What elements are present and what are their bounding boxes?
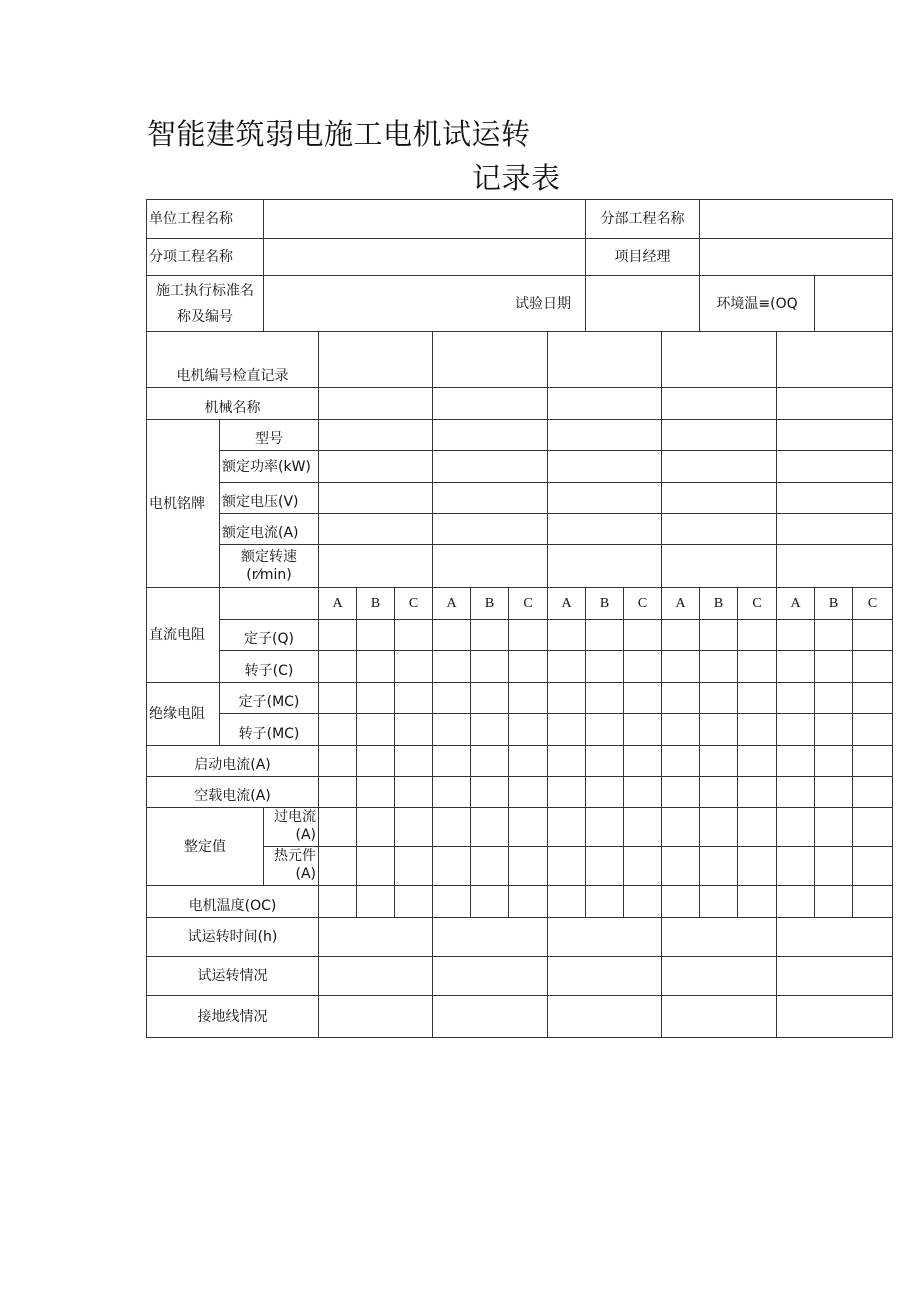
machine-name-cell-1[interactable] [319, 388, 433, 420]
phase-label: B [357, 588, 395, 620]
standard-label [147, 276, 264, 332]
motor-temp-cell[interactable] [662, 886, 700, 918]
rated-voltage-label: 额定电压(V) [220, 483, 319, 514]
thermal-element-cell[interactable] [815, 847, 853, 886]
phase-label: B [815, 588, 853, 620]
phase-label: C [395, 588, 433, 620]
ins-stator-cell[interactable] [738, 683, 777, 714]
no-load-current-cell[interactable] [395, 777, 433, 808]
rated-current-cell-5[interactable] [777, 514, 893, 545]
no-load-current-cell[interactable] [433, 777, 471, 808]
starting-current-cell[interactable] [395, 746, 433, 777]
overcurrent-cell[interactable] [586, 808, 624, 847]
dc-stator-cell[interactable] [853, 620, 893, 651]
phase-label: B [700, 588, 738, 620]
rated-power-cell-2[interactable] [433, 451, 548, 483]
ins-rotor-cell[interactable] [357, 714, 395, 746]
motor-trial-record-table [146, 199, 893, 1038]
dc-rotor-cell[interactable] [624, 651, 662, 683]
phase-label: A [433, 588, 471, 620]
ins-rotor-cell[interactable] [777, 714, 815, 746]
ins-rotor-cell[interactable] [471, 714, 509, 746]
ins-rotor-cell[interactable] [548, 714, 586, 746]
ins-rotor-cell[interactable] [319, 714, 357, 746]
grounding-status-cell-3[interactable] [548, 996, 662, 1038]
thermal-element-cell[interactable] [624, 847, 662, 886]
rated-speed-cell-1[interactable] [319, 545, 433, 588]
ins-rotor-cell[interactable] [509, 714, 548, 746]
dc-rotor-cell[interactable] [586, 651, 624, 683]
project-manager-label: 项目经理 [586, 239, 700, 276]
starting-current-cell[interactable] [815, 746, 853, 777]
no-load-current-cell[interactable] [357, 777, 395, 808]
thermal-element-cell[interactable] [700, 847, 738, 886]
trial-time-cell-2[interactable] [433, 918, 548, 957]
dc-stator-cell[interactable] [586, 620, 624, 651]
starting-current-cell[interactable] [662, 746, 700, 777]
dc-stator-cell[interactable] [815, 620, 853, 651]
sub-project-label: 分部工程名称 [586, 200, 700, 239]
motor-temp-cell[interactable] [777, 886, 815, 918]
rated-power-label: 额定功率(kW) [220, 451, 319, 483]
no-load-current-label: 空载电流(A) [147, 777, 319, 808]
motor-temp-cell[interactable] [586, 886, 624, 918]
motor-temp-label: 电机温度(OC) [147, 886, 319, 918]
form-title-line2: 记录表 [472, 161, 561, 195]
overcurrent-cell[interactable] [853, 808, 893, 847]
overcurrent-label: 过电流(A) [264, 808, 319, 847]
ins-rotor-cell[interactable] [700, 714, 738, 746]
ins-stator-cell[interactable] [662, 683, 700, 714]
rated-speed-label-line1: 额定转速 [241, 549, 297, 565]
thermal-element-cell[interactable] [509, 847, 548, 886]
ins-stator-cell[interactable] [509, 683, 548, 714]
motor-number-cell-4[interactable] [662, 332, 777, 388]
rated-current-cell-3[interactable] [548, 514, 662, 545]
rated-current-label: 额定电流(A) [220, 514, 319, 545]
unit-project-label: 单位工程名称 [147, 200, 264, 239]
ins-stator-cell[interactable] [586, 683, 624, 714]
grounding-status-cell-4[interactable] [662, 996, 777, 1038]
dc-stator-cell[interactable] [662, 620, 700, 651]
thermal-element-cell[interactable] [586, 847, 624, 886]
rated-current-cell-1[interactable] [319, 514, 433, 545]
motor-temp-cell[interactable] [548, 886, 586, 918]
motor-temp-cell[interactable] [853, 886, 893, 918]
no-load-current-cell[interactable] [815, 777, 853, 808]
trial-status-cell-5[interactable] [777, 957, 893, 996]
phase-header-blank [220, 588, 319, 620]
dc-rotor-cell[interactable] [433, 651, 471, 683]
starting-current-cell[interactable] [700, 746, 738, 777]
trial-time-cell-5[interactable] [777, 918, 893, 957]
motor-temp-cell[interactable] [395, 886, 433, 918]
ins-stator-cell[interactable] [433, 683, 471, 714]
standard-label-line1: 施工执行标准名 [156, 282, 254, 299]
no-load-current-cell[interactable] [471, 777, 509, 808]
dc-rotor-cell[interactable] [395, 651, 433, 683]
no-load-current-cell[interactable] [586, 777, 624, 808]
starting-current-cell[interactable] [509, 746, 548, 777]
rated-voltage-cell-1[interactable] [319, 483, 433, 514]
no-load-current-cell[interactable] [700, 777, 738, 808]
form-title-line1: 智能建筑弱电施工电机试运转 [147, 117, 531, 151]
rated-speed-label [220, 545, 319, 588]
motor-temp-cell[interactable] [509, 886, 548, 918]
overcurrent-cell[interactable] [815, 808, 853, 847]
machine-name-cell-2[interactable] [433, 388, 548, 420]
motor-temp-cell[interactable] [738, 886, 777, 918]
grounding-status-cell-5[interactable] [777, 996, 893, 1038]
phase-label: B [586, 588, 624, 620]
dc-stator-cell[interactable] [548, 620, 586, 651]
overcurrent-cell[interactable] [548, 808, 586, 847]
ins-stator-cell[interactable] [777, 683, 815, 714]
dc-stator-cell[interactable] [700, 620, 738, 651]
ambient-temp-field[interactable] [815, 276, 893, 332]
motor-number-cell-5[interactable] [777, 332, 893, 388]
rated-voltage-cell-3[interactable] [548, 483, 662, 514]
no-load-current-cell[interactable] [662, 777, 700, 808]
ins-rotor-label: 转子(MC) [220, 714, 319, 746]
starting-current-cell[interactable] [853, 746, 893, 777]
dc-rotor-cell[interactable] [853, 651, 893, 683]
dc-rotor-label: 转子(C) [220, 651, 319, 683]
rated-power-cell-5[interactable] [777, 451, 893, 483]
ambient-temp-label: 环境温≡(OQ [700, 276, 815, 332]
model-label: 型号 [220, 420, 319, 451]
test-date-field[interactable] [586, 276, 700, 332]
dc-stator-cell[interactable] [624, 620, 662, 651]
standard-label-line2: 称及编号 [177, 308, 233, 325]
dc-rotor-cell[interactable] [548, 651, 586, 683]
no-load-current-cell[interactable] [853, 777, 893, 808]
ins-stator-cell[interactable] [471, 683, 509, 714]
dc-stator-cell[interactable] [509, 620, 548, 651]
dc-stator-cell[interactable] [777, 620, 815, 651]
overcurrent-cell[interactable] [777, 808, 815, 847]
ins-rotor-cell[interactable] [738, 714, 777, 746]
machine-name-cell-4[interactable] [662, 388, 777, 420]
motor-number-cell-1[interactable] [319, 332, 433, 388]
rated-speed-label-line2: (r⁄min) [246, 567, 292, 583]
dc-rotor-cell[interactable] [662, 651, 700, 683]
overcurrent-cell[interactable] [700, 808, 738, 847]
project-manager-field[interactable] [700, 239, 893, 276]
machine-name-label: 机械名称 [147, 388, 319, 420]
dc-rotor-cell[interactable] [509, 651, 548, 683]
rated-voltage-cell-2[interactable] [433, 483, 548, 514]
phase-label: A [777, 588, 815, 620]
ins-stator-cell[interactable] [700, 683, 738, 714]
trial-status-cell-3[interactable] [548, 957, 662, 996]
motor-temp-cell[interactable] [624, 886, 662, 918]
rated-speed-cell-5[interactable] [777, 545, 893, 588]
dc-stator-cell[interactable] [433, 620, 471, 651]
thermal-element-cell[interactable] [853, 847, 893, 886]
motor-temp-cell[interactable] [700, 886, 738, 918]
motor-temp-cell[interactable] [815, 886, 853, 918]
ins-stator-cell[interactable] [624, 683, 662, 714]
dc-stator-cell[interactable] [357, 620, 395, 651]
motor-temp-cell[interactable] [319, 886, 357, 918]
trial-time-cell-1[interactable] [319, 918, 433, 957]
starting-current-cell[interactable] [777, 746, 815, 777]
rated-voltage-cell-5[interactable] [777, 483, 893, 514]
test-date-label: 试验日期 [264, 276, 586, 332]
thermal-element-cell[interactable] [471, 847, 509, 886]
rated-power-cell-4[interactable] [662, 451, 777, 483]
rated-voltage-cell-4[interactable] [662, 483, 777, 514]
no-load-current-cell[interactable] [738, 777, 777, 808]
rated-power-cell-1[interactable] [319, 451, 433, 483]
overcurrent-cell[interactable] [662, 808, 700, 847]
dc-stator-cell[interactable] [395, 620, 433, 651]
phase-label: A [548, 588, 586, 620]
insulation-group-label: 绝缘电阻 [147, 683, 220, 746]
overcurrent-cell[interactable] [471, 808, 509, 847]
thermal-element-cell[interactable] [433, 847, 471, 886]
dc-rotor-cell[interactable] [471, 651, 509, 683]
no-load-current-cell[interactable] [548, 777, 586, 808]
item-project-field[interactable] [264, 239, 586, 276]
no-load-current-cell[interactable] [509, 777, 548, 808]
no-load-current-cell[interactable] [624, 777, 662, 808]
trial-status-cell-2[interactable] [433, 957, 548, 996]
starting-current-cell[interactable] [738, 746, 777, 777]
dc-rotor-cell[interactable] [738, 651, 777, 683]
phase-label: A [662, 588, 700, 620]
starting-current-cell[interactable] [471, 746, 509, 777]
setting-group-label: 整定值 [147, 808, 264, 886]
unit-project-field[interactable] [264, 200, 586, 239]
overcurrent-cell[interactable] [433, 808, 471, 847]
motor-temp-cell[interactable] [357, 886, 395, 918]
model-cell-5[interactable] [777, 420, 893, 451]
ins-stator-cell[interactable] [815, 683, 853, 714]
overcurrent-cell[interactable] [738, 808, 777, 847]
grounding-status-label: 接地线情况 [147, 996, 319, 1038]
starting-current-cell[interactable] [548, 746, 586, 777]
grounding-status-cell-2[interactable] [433, 996, 548, 1038]
motor-number-cell-3[interactable] [548, 332, 662, 388]
rated-power-cell-3[interactable] [548, 451, 662, 483]
thermal-element-cell[interactable] [548, 847, 586, 886]
starting-current-cell[interactable] [357, 746, 395, 777]
starting-current-cell[interactable] [624, 746, 662, 777]
phase-label: C [853, 588, 893, 620]
ins-stator-cell[interactable] [395, 683, 433, 714]
model-cell-2[interactable] [433, 420, 548, 451]
ins-stator-cell[interactable] [548, 683, 586, 714]
dc-stator-cell[interactable] [471, 620, 509, 651]
trial-time-cell-3[interactable] [548, 918, 662, 957]
rated-speed-cell-4[interactable] [662, 545, 777, 588]
phase-label: B [471, 588, 509, 620]
no-load-current-cell[interactable] [777, 777, 815, 808]
dc-stator-cell[interactable] [319, 620, 357, 651]
overcurrent-cell[interactable] [395, 808, 433, 847]
dc-rotor-cell[interactable] [319, 651, 357, 683]
dc-stator-label: 定子(Q) [220, 620, 319, 651]
dc-rotor-cell[interactable] [700, 651, 738, 683]
ins-rotor-cell[interactable] [586, 714, 624, 746]
machine-name-cell-5[interactable] [777, 388, 893, 420]
phase-label: C [624, 588, 662, 620]
ins-rotor-cell[interactable] [662, 714, 700, 746]
model-cell-4[interactable] [662, 420, 777, 451]
trial-status-label: 试运转情况 [147, 957, 319, 996]
phase-label: C [738, 588, 777, 620]
thermal-element-cell[interactable] [357, 847, 395, 886]
model-cell-3[interactable] [548, 420, 662, 451]
model-cell-1[interactable] [319, 420, 433, 451]
thermal-element-cell[interactable] [662, 847, 700, 886]
ins-stator-label: 定子(MC) [220, 683, 319, 714]
rated-speed-cell-3[interactable] [548, 545, 662, 588]
ins-rotor-cell[interactable] [433, 714, 471, 746]
sub-project-field[interactable] [700, 200, 893, 239]
starting-current-cell[interactable] [433, 746, 471, 777]
dc-rotor-cell[interactable] [357, 651, 395, 683]
overcurrent-cell[interactable] [624, 808, 662, 847]
rated-current-cell-2[interactable] [433, 514, 548, 545]
no-load-current-cell[interactable] [319, 777, 357, 808]
rated-current-cell-4[interactable] [662, 514, 777, 545]
phase-label: C [509, 588, 548, 620]
thermal-element-cell[interactable] [777, 847, 815, 886]
motor-temp-cell[interactable] [471, 886, 509, 918]
item-project-label: 分项工程名称 [147, 239, 264, 276]
nameplate-group-label: 电机铭牌 [147, 420, 220, 588]
thermal-element-cell[interactable] [738, 847, 777, 886]
thermal-element-label: 热元件(A) [264, 847, 319, 886]
ins-rotor-cell[interactable] [853, 714, 893, 746]
overcurrent-cell[interactable] [319, 808, 357, 847]
phase-label: A [319, 588, 357, 620]
ins-stator-cell[interactable] [853, 683, 893, 714]
motor-number-cell-2[interactable] [433, 332, 548, 388]
ins-rotor-cell[interactable] [815, 714, 853, 746]
motor-temp-cell[interactable] [433, 886, 471, 918]
rated-speed-cell-2[interactable] [433, 545, 548, 588]
dc-resistance-group-label: 直流电阻 [147, 588, 220, 683]
machine-name-cell-3[interactable] [548, 388, 662, 420]
starting-current-cell[interactable] [586, 746, 624, 777]
overcurrent-cell[interactable] [509, 808, 548, 847]
trial-status-cell-4[interactable] [662, 957, 777, 996]
ins-rotor-cell[interactable] [624, 714, 662, 746]
motor-number-label: 电机编号检直记录 [147, 332, 319, 388]
dc-rotor-cell[interactable] [777, 651, 815, 683]
ins-stator-cell[interactable] [319, 683, 357, 714]
thermal-element-cell[interactable] [319, 847, 357, 886]
trial-time-label: 试运转时间(h) [147, 918, 319, 957]
dc-rotor-cell[interactable] [815, 651, 853, 683]
starting-current-cell[interactable] [319, 746, 357, 777]
dc-stator-cell[interactable] [738, 620, 777, 651]
thermal-element-cell[interactable] [395, 847, 433, 886]
grounding-status-cell-1[interactable] [319, 996, 433, 1038]
ins-stator-cell[interactable] [357, 683, 395, 714]
trial-time-cell-4[interactable] [662, 918, 777, 957]
trial-status-cell-1[interactable] [319, 957, 433, 996]
overcurrent-cell[interactable] [357, 808, 395, 847]
starting-current-label: 启动电流(A) [147, 746, 319, 777]
ins-rotor-cell[interactable] [395, 714, 433, 746]
